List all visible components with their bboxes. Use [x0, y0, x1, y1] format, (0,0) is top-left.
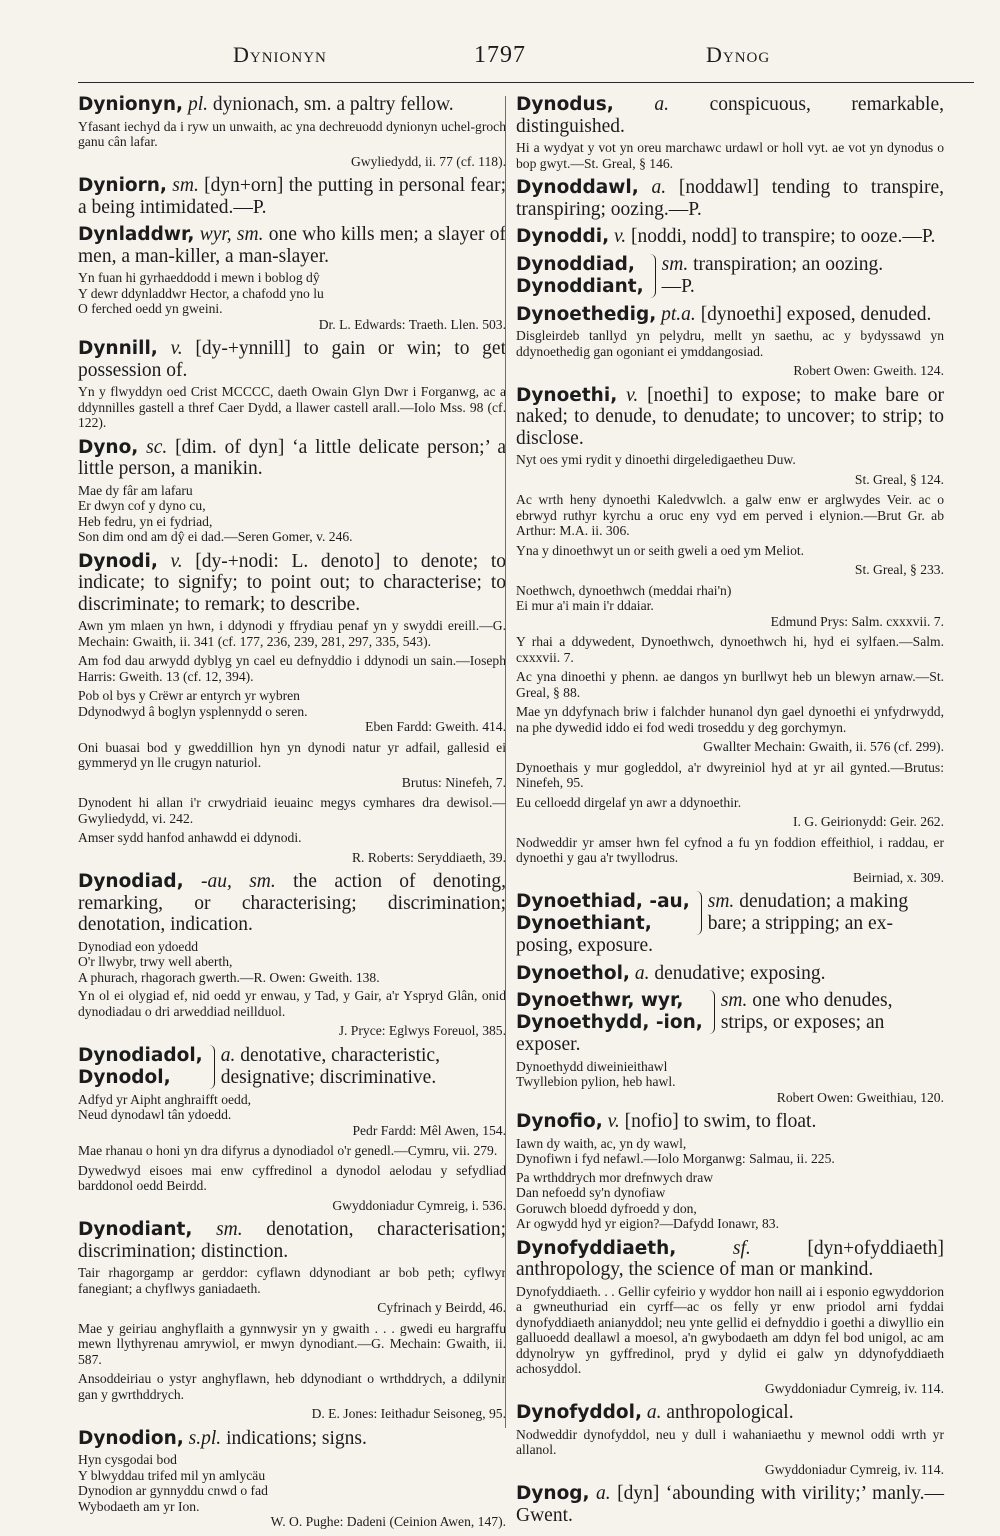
citation-quote: Nodweddir dynofyddol, neu y dull i wahaniaethu y mewnol oddi wrth yr allanol.	[516, 1426, 944, 1457]
definition	[708, 891, 944, 935]
citation-source: St. Greal, § 124.	[854, 471, 944, 487]
citation-quote: Dywedwyd eisoes mai enw cyffredinol a dynodol aelodau y sefydliad barddonol oedd Beirdd.	[78, 1162, 506, 1193]
dictionary-entry	[516, 226, 944, 248]
citation-quote: Yn y flwyddyn oed Crist MCCCC, daeth Owain Glyn Dwr i Forganwg, ac a ddynnilles gastell a thref Caer Dydd, a llawer castell arall.—Iolo Mss. 98 (cf. 122).	[78, 384, 506, 430]
grammar-label: pt.a.	[661, 303, 696, 325]
grammar-label: v.	[614, 226, 627, 247]
headword: Dynoddiant,	[516, 275, 644, 297]
grammar-label: sf.	[732, 1237, 751, 1259]
headword: Dynofyddol,	[516, 1402, 642, 1423]
definition-text: [dyn] ‘abounding with virility;’ manly.—Gwent.	[516, 1483, 945, 1526]
definition-line	[516, 1238, 944, 1281]
citation-quote: Tair rhagorgamp ar gerddor: cyflawn ddynodiant ar bob peth; cyflwyr fanegiant; a chyflwys ganiadaeth.	[78, 1265, 506, 1296]
definition-line	[78, 1428, 506, 1450]
definition-line	[78, 551, 506, 616]
citation-source: Pedr Fardd: Mêl Awen, 154.	[352, 1122, 506, 1138]
definition-text: anthropological.	[666, 1402, 794, 1423]
citation-quote: Dynodiad eon ydoedd O'r llwybr, trwy well aberth, A phurach, rhagorach gwerth.—R. Owen: Gweith. 138.	[78, 938, 380, 985]
grammar-label: v.	[607, 1111, 620, 1132]
definition-text: [noddawl] tending to transpire, transpiring; oozing.—P.	[516, 177, 944, 220]
citation-source: Brutus: Ninefeh, 7.	[401, 774, 506, 790]
dictionary-entry	[516, 891, 944, 957]
definition-line	[708, 891, 944, 913]
definition-text: [dynoethi] exposed, denuded.	[700, 303, 932, 325]
dictionary-entry	[78, 1428, 506, 1530]
citation-source: Gwyddoniadur Cymreig, i. 536.	[332, 1197, 506, 1213]
citation-quote: Y rhai a ddywedent, Dynoethwch, dynoethwch hi, hyd ei sylfaen.—Salm. cxxxvii. 7.	[516, 634, 944, 665]
dictionary-entry	[516, 963, 944, 985]
definition-line: bare; a stripping; an ex-	[707, 913, 893, 934]
headword-group	[78, 1045, 209, 1089]
headword-group	[516, 990, 709, 1034]
citation-quote: Mae yn ddyfynach briw i falchder hunanol dyn gael dynoethi ei ynfydrwydd, na phe dywedid iddo ei fod wedi troseddu y deg gorchymyn.	[516, 704, 944, 735]
citation-quote: Oni buasai bod y gweddillion hyn yn dynodi natur yr adfail, gallesid ei gymmeryd yn lle crugyn naturiol.	[78, 739, 506, 770]
headword: Dynoethedig,	[516, 303, 657, 325]
column-divider	[505, 96, 506, 1428]
page-number: 1797	[474, 42, 526, 68]
dictionary-entry	[78, 437, 506, 545]
citation-source: St. Greal, § 233.	[854, 562, 944, 577]
citation-quote: Ansoddeiriau o ystyr anghyflawn, heb ddynodiant o wrthddrych, a ddilynir gan y gwrthddrych.	[78, 1371, 506, 1402]
definition-line	[516, 963, 944, 985]
headword: Dynoethwr, wyr,	[516, 990, 684, 1011]
headword: Dynoddawl,	[516, 177, 639, 198]
citation-source: Robert Owen: Gweith. 124.	[793, 363, 944, 378]
citation-quote: Nodweddir yr amser hwn fel cyfnod a fu yn foddion effeithiol, i raddau, er dynoethi y gau a'r twyllodrus.	[516, 834, 944, 865]
grammar-label: -au, sm.	[201, 871, 276, 892]
dictionary-entry	[78, 175, 506, 218]
dictionary-entry	[516, 254, 944, 298]
headword: Dynodiadol,	[78, 1044, 203, 1066]
definition-text: dynionach, sm. a paltry fellow.	[212, 94, 454, 115]
citation-quote: Adfyd yr Aipht anghraifft oedd, Neud dynodawl tân ydoedd.	[78, 1091, 252, 1122]
grammar-label: a.	[220, 1044, 236, 1066]
citation-quote: Noethwch, dynoethwch (meddai rhai'n) Ei mur a'i main i'r ddaiar.	[516, 582, 732, 613]
definition-line	[516, 385, 944, 450]
citation-source: J. Pryce: Eglwys Foreuol, 385.	[338, 1023, 506, 1038]
headword: Dynoethiad, -au,	[516, 891, 690, 912]
dictionary-entry	[516, 385, 944, 886]
definition-text: [dyn+ofyddiaeth] anthropology, the science of man or mankind.	[516, 1237, 945, 1280]
definition-text: denudative; exposing.	[654, 962, 826, 984]
headword: Dynodion,	[78, 1427, 184, 1449]
definition-line	[516, 1402, 944, 1424]
citation-quote: Ac wrth heny dynoethi Kaledvwlch. a galw enw er arglwydes Veir. ac o ebrwyd ruthyr kyrchu a oruc eny vyd em perved i elynion.—Brut Gr. ab Arthur: M.A. ii. 306.	[516, 492, 944, 538]
dictionary-entry	[78, 551, 506, 866]
grammar-label: a.	[651, 177, 667, 198]
grammar-label: a.	[634, 962, 650, 984]
headword-group	[516, 891, 696, 935]
right-guide-word: Dynog	[706, 42, 771, 67]
citation-quote: Ac yna dinoethi y phenn. ae dangos yn burllwyt heb un blewyn arnaw.—St. Greal, § 88.	[516, 669, 944, 700]
headword: Dyno,	[78, 436, 139, 458]
grammar-label: v.	[626, 384, 639, 406]
citation-quote: Yfasant iechyd da i ryw un unwaith, ac yna dechreuodd dynionyn uchel-groch ganu cân lafar.	[78, 118, 506, 149]
grammar-label: a.	[596, 1483, 611, 1504]
dictionary-entry	[78, 338, 506, 431]
citation-quote: Nyt oes ymi rydit y dinoethi dirgeledigaetheu Duw.	[516, 452, 796, 467]
definition	[721, 990, 944, 1034]
headword: Dynodiant,	[78, 1219, 193, 1240]
dictionary-entry	[78, 1219, 506, 1422]
header-rule	[78, 82, 974, 83]
definition-line	[78, 1219, 506, 1262]
definition-line	[78, 437, 506, 480]
definition-text: denotation, characterisation; discrimination; distinction.	[78, 1219, 506, 1262]
citation-source: Robert Owen: Gweithiau, 120.	[776, 1089, 944, 1105]
citation-quote: Hi a wydyat y vot yn oreu marchawc urdawl or holl vyt. ae vot yn dynodus o bop gwyt.—St. Greal, § 146.	[516, 140, 944, 171]
grammar-label: a.	[654, 94, 669, 115]
definition-continuation: exposer.	[516, 1034, 581, 1055]
citation-quote: Am fod dau arwydd dyblyg yn cael eu defnyddio i ddynodi un sain.—Ioseph Harris: Gweith. 13 (cf. 12, 394).	[78, 653, 506, 684]
dictionary-entry	[516, 94, 944, 171]
grammar-label: sm.	[720, 990, 748, 1011]
definition-text: one who kills men; a slayer of men, a man-killer, a man-slayer.	[78, 224, 507, 267]
headword: Dynionyn,	[78, 94, 184, 115]
definition-line	[78, 871, 506, 936]
citation-source: Cyfrinach y Beirdd, 46.	[377, 1300, 506, 1315]
citation-quote: Disgleirdeb tanllyd yn pelydru, mellt yn saethu, ac y bydyssawd yn ddynoethedig gan ogoniant ei ymddangosiad.	[516, 328, 944, 359]
dictionary-entry	[516, 1483, 944, 1526]
grammar-label: s.pl.	[188, 1427, 222, 1449]
dictionary-entry	[516, 177, 944, 220]
grammar-label: sm.	[661, 253, 689, 275]
headword: Dynodus,	[516, 94, 614, 115]
definition-line: designative; discriminative.	[220, 1066, 437, 1088]
citation-quote: Dynofyddiaeth. . . Gellir cyfeirio y wyddor hon naill ai i esponio egwyddorion a gwneuthuriad ein cyrff—ac os felly yr enw priodol arni fyddai dynofyddiaeth anianyddol; neu ynte gellid ei defnyddio i goethi a diwyllio ein galluoedd deallawl a moesol, a'n gwybodaeth am ddyn fel bod unigol, ac am ddynolryw yn gyffredinol, pryd y dylid ei galw yn ddynofyddiaeth achosyddol.	[516, 1283, 944, 1376]
grammar-label: sm.	[707, 891, 735, 912]
grammar-label: pl.	[187, 94, 208, 115]
definition-line: —P.	[661, 275, 695, 297]
headword: Dyniorn,	[78, 175, 167, 196]
citation-source: Gwyliedydd, ii. 77 (cf. 118).	[350, 153, 506, 169]
headword: Dynoethiant,	[516, 913, 652, 934]
citation-source: I. G. Geirionydd: Geir. 262.	[792, 814, 944, 829]
definition-text: denotative, characteristic,	[240, 1044, 440, 1066]
definition-continuation: posing, exposure.	[516, 935, 654, 956]
headword: Dynoethydd, -ion,	[516, 1012, 703, 1033]
headword: Dynoddiad,	[516, 253, 635, 275]
grammar-label: v.	[170, 338, 183, 359]
left-column	[78, 94, 506, 1536]
citation-quote: Pob ol bys y Crëwr ar entyrch yr wybren Ddynodwyd â boglyn ysplennydd o seren.	[78, 688, 308, 719]
page-header	[0, 42, 1000, 72]
definition-line	[516, 177, 944, 220]
citation-source: Edmund Prys: Salm. cxxxvii. 7.	[770, 613, 944, 629]
definition-line	[516, 1483, 944, 1526]
citation-quote: Dynodent hi allan i'r crwydriaid ieuainc megys cymhares dra dewisol.—Gwyliedydd, vi. 242.	[78, 795, 506, 826]
dictionary-entry	[516, 1402, 944, 1477]
left-guide-word: Dynionyn	[233, 42, 327, 67]
definition-text: [noethi] to expose; to make bare or naked; to denude, to denudate; to uncover; to strip; to disclose.	[516, 384, 945, 449]
citation-quote: Yn fuan hi gyrhaeddodd i mewn i boblog dŷ Y dewr ddynladdwr Hector, a chafodd yno lu O ferched oedd yn gweini.	[78, 270, 324, 316]
definition-line	[78, 224, 506, 267]
right-column	[516, 94, 944, 1532]
grammar-label: sc.	[146, 436, 168, 458]
definition-text: [dim. of dyn] ‘a little delicate person;’ a little person, a manikin.	[78, 436, 507, 479]
definition-text: indications; signs.	[226, 1427, 367, 1449]
definition-line	[516, 304, 944, 326]
dictionary-entry	[78, 1045, 506, 1214]
definition-text: [dy-+nodi: L. denoto] to denote; to indicate; to signify; to point out; to characterise; to discriminate; to remark; to describe.	[78, 550, 507, 615]
citation-quote: Awn ym mlaen yn hwn, i ddynodi y ffrydiau penaf yn y swyddi ereill.—G. Mechain: Gwaith, ii. 341 (cf. 177, 236, 239, 281, 297, 335, 543).	[78, 618, 506, 649]
paired-headwords	[78, 1045, 506, 1089]
headword: Dynofyddiaeth,	[516, 1237, 677, 1259]
definition	[662, 254, 944, 298]
dictionary-entry	[516, 1111, 944, 1232]
grammar-label: v.	[170, 550, 183, 572]
headword: Dynladdwr,	[78, 224, 195, 245]
headword-group	[516, 254, 650, 298]
grammar-label: sm.	[172, 175, 199, 196]
definition-text: [dy-+ynnill] to gain or win; to get possession of.	[78, 338, 507, 381]
citation-source: Dr. L. Edwards: Traeth. Llen. 503.	[318, 316, 506, 332]
headword: Dynofio,	[516, 1111, 603, 1132]
grammar-label: wyr, sm.	[199, 224, 264, 245]
headword: Dynodi,	[78, 550, 158, 572]
citation-quote: Amser sydd hanfod anhawdd ei ddynodi.	[78, 830, 302, 845]
citation-source: D. E. Jones: Ieithadur Seisoneg, 95.	[311, 1406, 506, 1421]
citation-quote: Eu celloedd dirgelaf yn awr a ddynoethir.	[516, 794, 742, 810]
dictionary-entry	[78, 94, 506, 169]
headword: Dynnill,	[78, 338, 158, 359]
headword: Dynoethol,	[516, 962, 630, 984]
citation-source: W. O. Pughe: Dadeni (Ceinion Awen, 147).	[270, 1514, 506, 1529]
citation-quote: Hyn cysgodai bod Y blwyddau trifed mil yn amlycäu Dynodion ar gynnyddu cnwd o fad Wybodaeth am yr Ion.	[78, 1452, 268, 1514]
definition-line	[78, 175, 506, 218]
citation-source: Beirniad, x. 309.	[853, 869, 944, 885]
citation-quote: Mae dy fâr am lafaru Er dwyn cof y dyno cu, Heb fedru, yn ei fydriad, Son dim ond am dŷ ei dad.—Seren Gomer, v. 246.	[78, 482, 353, 544]
definition-text: the action of denoting, remarking, or characterising; discrimination; denotation, indication.	[78, 871, 507, 935]
citation-quote: Dynoethydd diweinieithawl Twyllebion pylion, heb hawl.	[516, 1058, 676, 1089]
citation-quote: Yna y dinoethwyt un or seith gweli a oed ym Meliot.	[516, 542, 805, 558]
grammar-label: a.	[646, 1402, 662, 1423]
definition-line	[516, 94, 944, 137]
definition-line	[78, 94, 506, 116]
definition-text: [dyn+orn] the putting in personal fear; a being intimidated.—P.	[78, 175, 507, 218]
citation-source: Gwyddoniadur Cymreig, iv. 114.	[764, 1380, 944, 1396]
citation-source: Gwallter Mechain: Gwaith, ii. 576 (cf. 299).	[703, 739, 944, 754]
definition	[221, 1045, 506, 1089]
definition-text: denudation; a making	[739, 891, 909, 912]
definition-text: [noddi, nodd] to transpire; to ooze.—P.	[631, 226, 936, 247]
headword: Dynog,	[516, 1483, 590, 1504]
citation-quote: Yn ol ei olygiad ef, nid oedd yr enwau, y Tad, y Gair, a'r Yspryd Glân, onid dynodiadau o dri arweddiad neillduol.	[78, 988, 506, 1019]
definition-line	[78, 338, 506, 381]
citation-source: Gwyddoniadur Cymreig, iv. 114.	[764, 1461, 944, 1477]
definition-line: strips, or exposes; an	[720, 1012, 885, 1033]
headword: Dynodol,	[78, 1066, 171, 1088]
dictionary-entry	[78, 224, 506, 332]
brace	[650, 254, 656, 298]
brace	[209, 1045, 215, 1089]
citation-source: Eben Fardd: Gweith. 414.	[365, 719, 506, 734]
paired-headwords	[516, 254, 944, 298]
paired-headwords	[516, 990, 944, 1034]
definition-line	[516, 226, 944, 248]
citation-source: R. Roberts: Seryddiaeth, 39.	[351, 849, 506, 865]
definition-text: conspicuous, remarkable, distinguished.	[516, 94, 944, 137]
definition-text: transpiration; an oozing.	[693, 253, 884, 275]
citation-quote: Iawn dy waith, ac, yn dy wawl, Dynofiwn i fyd nefawl.—Iolo Morganwg: Salmau, ii. 225.	[516, 1135, 835, 1166]
headword: Dynoddi,	[516, 226, 610, 247]
dictionary-entry	[78, 871, 506, 1039]
definition-line	[721, 990, 944, 1012]
headword: Dynodiad,	[78, 871, 184, 892]
brace	[709, 990, 715, 1034]
definition-line	[516, 1111, 944, 1133]
dictionary-entry	[516, 990, 944, 1105]
definition-text: one who denudes,	[752, 990, 893, 1011]
citation-quote: Pa wrthddrych mor drefnwych draw Dan nefoedd sy'n dynofiaw Goruwch bloedd dyfroedd y don, Ar ogwydd hyd yr eigion?—Dafydd Ionawr, 83.	[516, 1169, 779, 1231]
definition-line	[662, 254, 944, 276]
citation-quote: Mae y geiriau anghyflaith a gynnwysir yn y gwaith . . . gwedi eu hargraffu mewn llythyrenau amrywiol, er mwyn dynodiant.—G. Mechain: Gwaith, ii. 587.	[78, 1320, 506, 1367]
dictionary-entry	[516, 1238, 944, 1397]
brace	[696, 891, 702, 935]
headword: Dynoethi,	[516, 384, 618, 406]
grammar-label: sm.	[216, 1219, 243, 1240]
paired-headwords	[516, 891, 944, 935]
dictionary-entry	[516, 304, 944, 379]
citation-quote: Mae rhanau o honi yn dra difyrus a dynodiadol o'r genedl.—Cymru, vii. 279.	[78, 1143, 498, 1158]
citation-quote: Dynoethais y mur gogleddol, a'r dwyreiniol hyd at yr ail gynted.—Brutus: Ninefeh, 95.	[516, 759, 944, 790]
definition-line	[221, 1045, 506, 1067]
definition-text: [nofio] to swim, to float.	[624, 1111, 817, 1132]
